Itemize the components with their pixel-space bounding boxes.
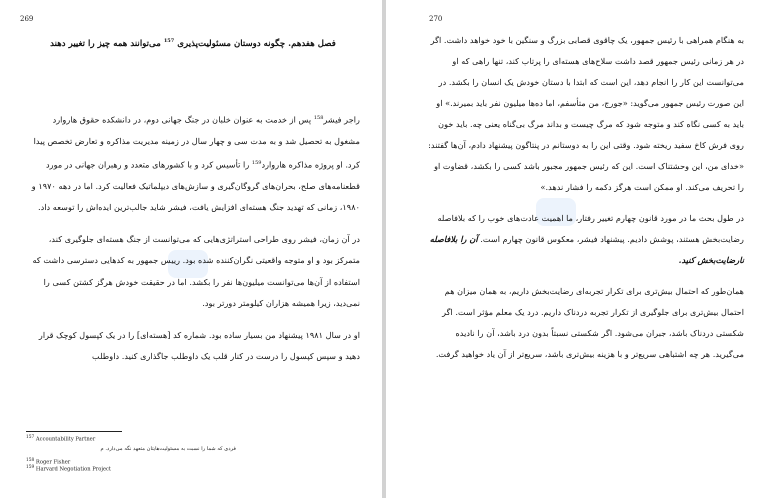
chapter-title: فصل هفدهم. چگونه دوستان مسئولیت‌پذیری $^{157}$ می‌توانند همه چیز را تغییر دهند <box>50 38 336 49</box>
footnote-157-note: فردی که شما را نسبت به مسئولیت‌هایتان متعهد نگه می‌دارد. م <box>100 446 236 452</box>
left-body <box>26 108 360 378</box>
paragraph-3: همان‌طور که احتمال بیش‌تری برای تکرار تجربه‌ای رضایت‌بخش داریم، به همان میزان هم احتمال بیش‌تری برای جلوگیری از تکرار تجربه دردناک داریم. درد یک معلم مؤثر است. اگر شکستی دردناک باشد، جبران می‌شود. اگر شکستی نسبتاً بدون درد باشد، آن را نادیده می‌گیرید. هر چه اشتباهی سریع‌تر و با هزینه بیش‌تری باشد، سریع‌تر از آن یاد خواهید گرفت. <box>435 286 744 359</box>
paragraph-1: به هنگام همراهی با رئیس جمهور، یک چاقوی قصابی بزرگ و سنگین با خود خواهد داشت. اگر در هر زمانی رئیس جمهور قصد داشت سلاح‌های هسته‌ای را پرتاب کند، تنها راهی که او می‌توانست این کار را انجام دهد، این است که ابتدا با دستان خودش یک انسان را بکشد. در این صورت رئیس جمهور می‌گوید: «جورج، من متأسفم، اما ده‌ها میلیون نفر باید بمیرند.» او باید به کسی نگاه کند و متوجه شود که مرگ چیست و بداند مرگ بی‌گناه یعنی چه. باید خون روی فرش کاخ سفید ریخته شود. وقتی این را به دوستانم در پنتاگون پیشنهاد دادم، آن‌ها گفتند: «خدای من، این وحشتناک است. این که رئیس جمهور مجبور باشد کسی را بکشد، قضاوت او را تحریف می‌کند. او ممکن است هرگز دکمه را فشار ندهد.» <box>428 35 744 192</box>
right-body <box>428 30 744 375</box>
footnote-157: $^{157}$ Accountability Partner <box>26 435 96 443</box>
page-number: 269 <box>20 15 34 23</box>
paragraph-2: در طول بحث ما در مورد قانون چهارم تغییر رفتار، ما اهمیت عادت‌های خوب را که بلافاصله رضایت‌بخش هستند، پوشش دادیم. پیشنهاد فیشر، معکوس قانون چهارم است. آن را بلافاصله نارضایت‌بخش کنید. <box>429 213 744 265</box>
paragraph-2: در آن زمان، فیشر روی طراحی استراتژی‌هایی که می‌توانست از جنگ هسته‌ای جلوگیری کند، متمرکز بود و او متوجه واقعیتی نگران‌کننده شده بود. رییس جمهور به کدهایی دسترسی داشت که استفاده از آن‌ها می‌توانست میلیون‌ها نفر را بکشد. اما در حقیقت خودش هرگز کشتن کسی را نمی‌دید، زیرا همیشه هزاران کیلومتر دورتر بود. <box>32 233 360 309</box>
left-page <box>0 0 382 498</box>
paragraph-3: او در سال ۱۹۸۱ پیشنهاد من بسیار ساده بود. شماره کد [هسته‌ای] را در یک کپسول کوچک قرار دهید و سپس کپسول را درست در کنار قلب یک داوطلب جاگذاری کنید. داوطلب <box>38 329 360 362</box>
left-text-block <box>26 38 360 49</box>
paragraph-1: راجر فیشر$^{158}$ پس از خدمت به عنوان خلبان در جنگ جهانی دوم، در دانشکده حقوق هاروارد مشغول به تحصیل شد و به مدت سی و چهار سال در زمینه مدیریت مذاکره و تعارض تخصص پیدا کرد. او پروژه مذاکره هاروارد$^{159}$ را تأسیس کرد و با کشورهای متعدد و رهبران جهانی در مورد قطعنامه‌های صلح، بحران‌های گروگان‌گیری و سازش‌های دیپلماتیک فعالیت کرد. اما در دهه ۱۹۷۰ و ۱۹۸۰، زمانی که تهدید جنگ هسته‌ای افزایش یافت، فیشر شاید جالب‌ترین ایده‌اش را توسعه داد. <box>31 114 360 213</box>
footnote-159: $^{159}$ Harvard Negotiation Project <box>26 465 111 473</box>
right-page <box>386 0 768 498</box>
page-number: 270 <box>429 15 443 23</box>
footnote-rule <box>26 431 122 432</box>
footnote-158: $^{158}$ Roger Fisher <box>26 458 71 466</box>
